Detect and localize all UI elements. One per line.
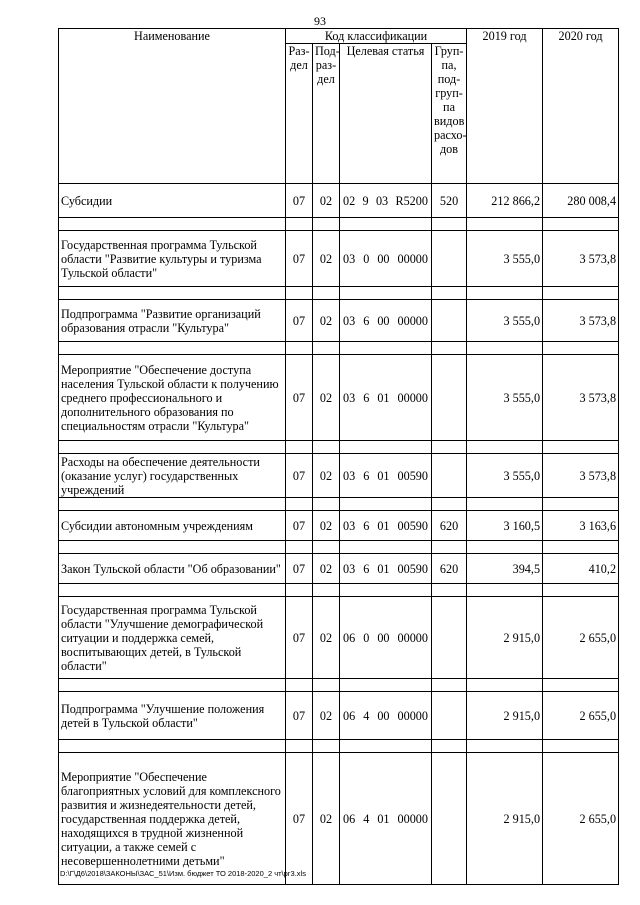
table-row (59, 511, 619, 541)
target-article-part: 02 (343, 193, 356, 208)
page-number: 93 (314, 14, 326, 28)
row-value-2020: 3 163,6 (543, 511, 619, 541)
row-expense-group (432, 597, 467, 679)
row-expense-group: 620 (432, 511, 467, 541)
header-expense-group: Груп-па, под-груп-па видов расхо-дов (432, 44, 467, 184)
target-article-part: 00 (377, 708, 390, 723)
row-target-article (340, 454, 432, 498)
row-section: 07 (286, 511, 313, 541)
target-article-part: 6 (363, 390, 370, 405)
target-article-part: 4 (363, 708, 370, 723)
table-row (59, 231, 619, 287)
row-target-article (340, 597, 432, 679)
header-year-2020: 2020 год (543, 29, 619, 184)
table-row (59, 184, 619, 218)
target-article-part: 00 (377, 313, 390, 328)
target-article-part: 06 (343, 708, 356, 723)
target-article-parts (342, 631, 429, 645)
target-article-part: 06 (343, 811, 356, 826)
row-target-article (340, 511, 432, 541)
table-row (59, 454, 619, 498)
row-value-2019: 2 915,0 (467, 597, 543, 679)
row-section: 07 (286, 597, 313, 679)
row-subsection: 02 (313, 184, 340, 218)
target-article-part: 01 (377, 468, 390, 483)
row-spacer (59, 441, 619, 454)
row-subsection: 02 (313, 454, 340, 498)
row-subsection: 02 (313, 753, 340, 885)
row-value-2020: 410,2 (543, 554, 619, 584)
row-subsection: 02 (313, 692, 340, 740)
header-section: Раз-дел (286, 44, 313, 184)
row-target-article (340, 554, 432, 584)
target-article-part: 01 (377, 518, 390, 533)
target-article-part: 00000 (397, 708, 428, 723)
target-article-part: 00 (377, 630, 390, 645)
target-article-parts (342, 469, 429, 483)
target-article-part: 03 (343, 518, 356, 533)
table-row (59, 753, 619, 885)
header-target-article: Целевая статья (340, 44, 432, 184)
target-article-parts (342, 519, 429, 533)
row-value-2020: 2 655,0 (543, 692, 619, 740)
table-body (59, 184, 619, 885)
row-name: Субсидии (59, 184, 286, 218)
target-article-part: 00000 (397, 251, 428, 266)
row-value-2019: 3 555,0 (467, 355, 543, 441)
row-spacer (59, 498, 619, 511)
row-value-2019: 394,5 (467, 554, 543, 584)
target-article-part: 03 (375, 193, 389, 208)
table-row (59, 355, 619, 441)
row-value-2020: 3 573,8 (543, 231, 619, 287)
row-section: 07 (286, 692, 313, 740)
row-target-article (340, 355, 432, 441)
row-subsection: 02 (313, 597, 340, 679)
target-article-part: 03 (343, 313, 356, 328)
target-article-parts (342, 391, 429, 405)
row-value-2020: 3 573,8 (543, 300, 619, 342)
row-spacer (59, 218, 619, 231)
row-section: 07 (286, 231, 313, 287)
row-expense-group: 620 (432, 554, 467, 584)
row-expense-group (432, 355, 467, 441)
header-year-2019: 2019 год (467, 29, 543, 184)
row-value-2020: 3 573,8 (543, 355, 619, 441)
row-name: Подпрограмма "Развитие организаций образования отрасли "Культура" (59, 300, 286, 342)
row-section: 07 (286, 454, 313, 498)
row-spacer (59, 342, 619, 355)
row-expense-group (432, 692, 467, 740)
row-expense-group (432, 231, 467, 287)
row-name: Государственная программа Тульской области "Улучшение демографической ситуации и поддержка семей, воспитывающих детей, в Тульской области" (59, 597, 286, 679)
row-value-2019: 2 915,0 (467, 692, 543, 740)
header-classification: Код классификации (286, 29, 467, 44)
row-subsection: 02 (313, 355, 340, 441)
target-article-part: 9 (362, 193, 369, 208)
target-article-part: 06 (343, 630, 356, 645)
row-value-2020: 2 655,0 (543, 597, 619, 679)
target-article-part: 03 (343, 251, 356, 266)
target-article-part: 00000 (397, 313, 428, 328)
target-article-parts (342, 562, 429, 576)
row-expense-group (432, 753, 467, 885)
row-value-2019: 3 555,0 (467, 454, 543, 498)
target-article-part: 00000 (397, 811, 428, 826)
target-article-part: 00000 (397, 630, 428, 645)
row-section: 07 (286, 753, 313, 885)
row-section: 07 (286, 554, 313, 584)
target-article-parts (342, 194, 429, 208)
row-value-2019: 212 866,2 (467, 184, 543, 218)
row-subsection: 02 (313, 554, 340, 584)
target-article-part: 6 (363, 468, 370, 483)
row-subsection: 02 (313, 511, 340, 541)
header-name: Наименование (59, 29, 286, 184)
target-article-part: 4 (363, 811, 370, 826)
budget-table (58, 28, 619, 885)
row-value-2019: 2 915,0 (467, 753, 543, 885)
row-value-2019: 3 555,0 (467, 300, 543, 342)
row-value-2020: 2 655,0 (543, 753, 619, 885)
target-article-part: 6 (363, 518, 370, 533)
row-subsection: 02 (313, 300, 340, 342)
target-article-part: 03 (343, 468, 356, 483)
target-article-parts (342, 252, 429, 266)
target-article-part: 00590 (397, 561, 428, 576)
row-name: Расходы на обеспечение деятельности (оказание услуг) государственных учреждений (59, 454, 286, 498)
header-subsection: Под-раз-дел (313, 44, 340, 184)
target-article-part: 00590 (397, 468, 428, 483)
target-article-part: 03 (343, 561, 356, 576)
row-target-article (340, 753, 432, 885)
target-article-part: 01 (377, 390, 390, 405)
table-row (59, 300, 619, 342)
row-name: Подпрограмма "Улучшение положения детей в Тульской области" (59, 692, 286, 740)
row-value-2019: 3 160,5 (467, 511, 543, 541)
row-target-article (340, 300, 432, 342)
target-article-part: 00000 (397, 390, 428, 405)
row-name: Закон Тульской области "Об образовании" (59, 554, 286, 584)
table-row (59, 554, 619, 584)
target-article-part: 6 (363, 561, 370, 576)
file-path-footer: D:\Г\Д6\2018\ЗАКОНЫ\ЗАС_51\Изм. бюджет ТО 2018-2020_2 чт\рг3.xls (60, 869, 306, 878)
row-name: Субсидии автономным учреждениям (59, 511, 286, 541)
table-row (59, 692, 619, 740)
row-expense-group: 520 (432, 184, 467, 218)
target-article-parts (342, 314, 429, 328)
row-value-2020: 280 008,4 (543, 184, 619, 218)
row-name: Государственная программа Тульской области "Развитие культуры и туризма Тульской области" (59, 231, 286, 287)
target-article-part: 01 (377, 811, 390, 826)
target-article-part: 01 (377, 561, 390, 576)
row-spacer (59, 287, 619, 300)
target-article-part: 0 (363, 630, 370, 645)
row-subsection: 02 (313, 231, 340, 287)
target-article-parts (342, 709, 429, 723)
row-section: 07 (286, 355, 313, 441)
target-article-part: R5200 (395, 193, 428, 208)
target-article-part: 6 (363, 313, 370, 328)
row-section: 07 (286, 300, 313, 342)
row-target-article (340, 692, 432, 740)
row-expense-group (432, 454, 467, 498)
row-value-2019: 3 555,0 (467, 231, 543, 287)
target-article-part: 00590 (397, 518, 428, 533)
row-name: Мероприятие "Обеспечение благоприятных условий для комплексного развития и жизнедеятельности детей, государственная поддержка детей, находящихся в трудной жизненной ситуации, а также семей с несовершеннолетними детьми" (59, 753, 286, 885)
row-name: Мероприятие "Обеспечение доступа населения Тульской области к получению среднего профессионального и дополнительного образования по специальностям отрасли "Культура" (59, 355, 286, 441)
row-target-article (340, 231, 432, 287)
row-target-article (340, 184, 432, 218)
table-row (59, 597, 619, 679)
target-article-part: 0 (363, 251, 370, 266)
row-value-2020: 3 573,8 (543, 454, 619, 498)
target-article-part: 00 (377, 251, 390, 266)
target-article-part: 03 (343, 390, 356, 405)
row-spacer (59, 584, 619, 597)
row-expense-group (432, 300, 467, 342)
row-section: 07 (286, 184, 313, 218)
target-article-parts (342, 812, 429, 826)
row-spacer (59, 541, 619, 554)
row-spacer (59, 740, 619, 753)
row-spacer (59, 679, 619, 692)
